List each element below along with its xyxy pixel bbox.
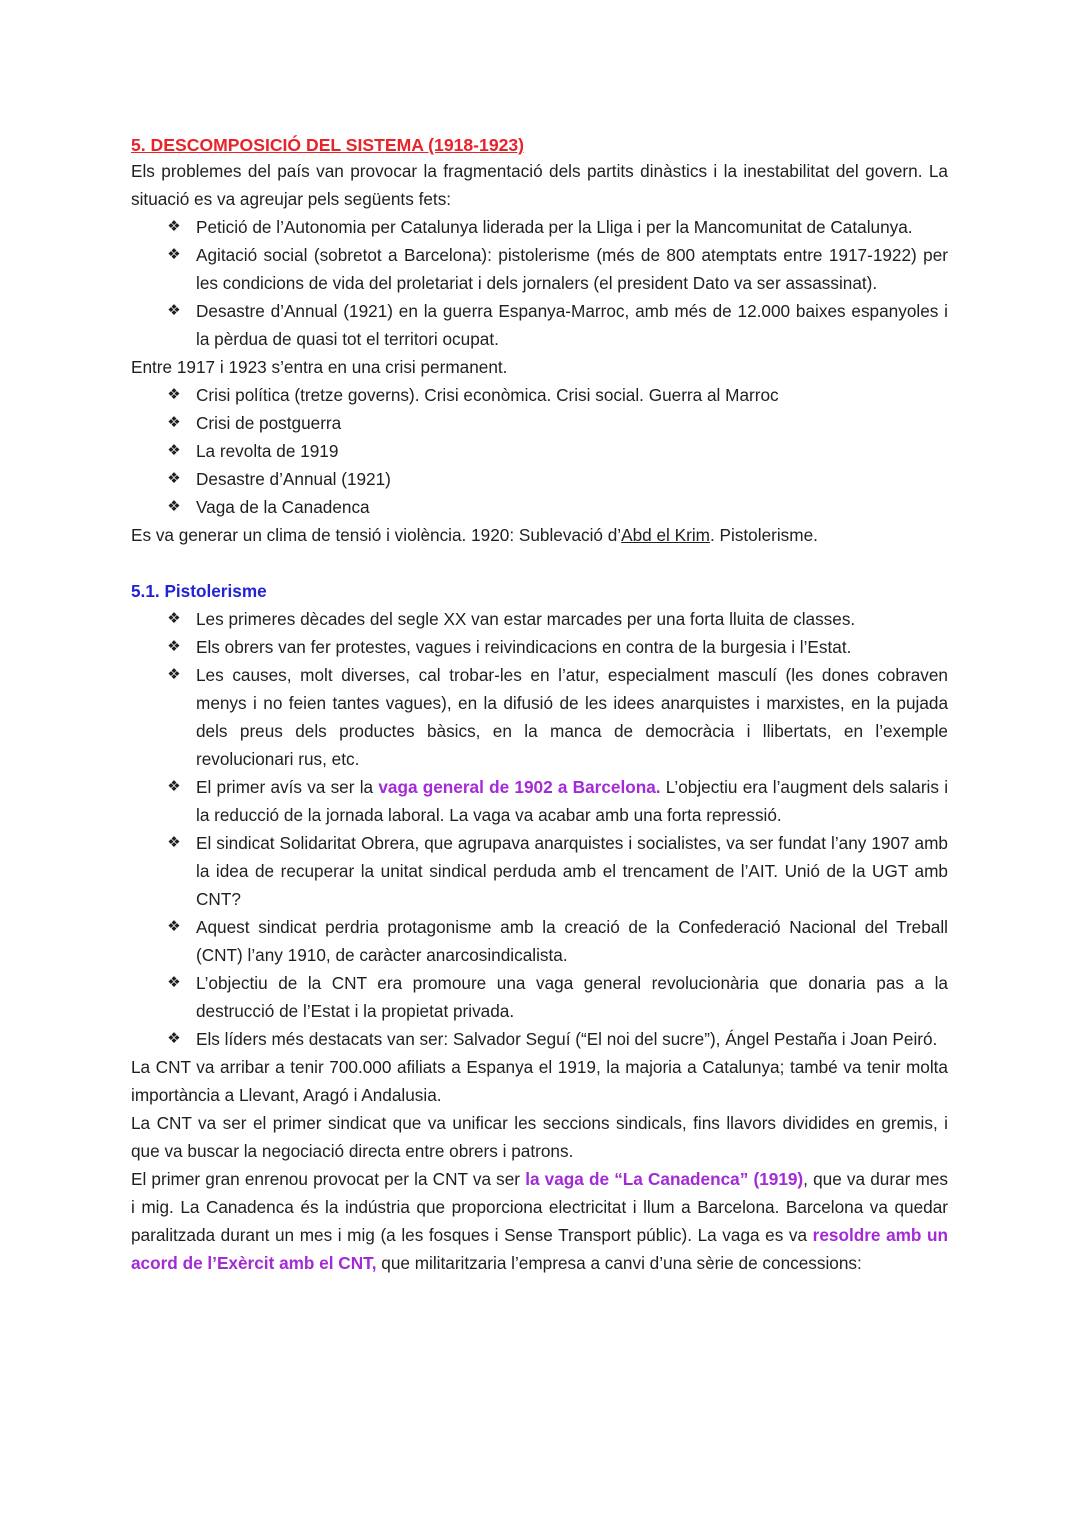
list-item: ❖ Desastre d’Annual (1921) en la guerra Espanya-Marroc, amb més de 12.000 baixes espanyoles i la pèrdua de quasi tot el territori ocupat. bbox=[196, 297, 948, 353]
highlight-text: vaga general de 1902 a Barcelona. bbox=[378, 777, 661, 797]
facts-list bbox=[131, 213, 948, 353]
diamond-bullet-icon: ❖ bbox=[167, 218, 181, 235]
highlight-text: resoldre amb un acord de l’Exèrcit amb el CNT, bbox=[131, 1225, 948, 1273]
crisis-intro: Entre 1917 i 1923 s’entra en una crisi permanent. bbox=[131, 357, 508, 377]
paragraph: El primer gran enrenou provocat per la CNT va ser la vaga de “La Canadenca” (1919), que va durar mes i mig. La Canadenca és la indústria que proporciona electricitat i llum a Barcelona. Barcelona va quedar paralitzada durant un mes i mig (a les fosques i Sense Transport públic). La vaga es va resoldre amb un acord de l’Exèrcit amb el CNT, que militaritzaria l’empresa a canvi d’una sèrie de concessions: bbox=[131, 1169, 948, 1273]
diamond-bullet-icon: ❖ bbox=[167, 302, 181, 319]
list-item: ❖ Vaga de la Canadenca bbox=[196, 493, 948, 521]
list-item: ❖ Els líders més destacats van ser: Salvador Seguí (“El noi del sucre”), Ángel Pestaña i Joan Peiró. bbox=[196, 1025, 948, 1053]
list-item: ❖ El sindicat Solidaritat Obrera, que agrupava anarquistes i socialistes, va ser fundat l’any 1907 amb la idea de recuperar la unitat sindical perduda amb el trencament de l’AIT. Unió de la UGT amb CNT? bbox=[196, 829, 948, 913]
list-item: ❖ Agitació social (sobretot a Barcelona): pistolerisme (més de 800 atemptats entre 1917-1922) per les condicions de vida del proletariat i dels jornalers (el president Dato va ser assassinat). bbox=[196, 241, 948, 297]
section-closing: Es va generar un clima de tensió i violència. 1920: Sublevació d’Abd el Krim. Pistolerisme. bbox=[131, 525, 818, 545]
list-item: ❖ La revolta de 1919 bbox=[196, 437, 948, 465]
list-item: ❖ Les primeres dècades del segle XX van estar marcades per una forta lluita de classes. bbox=[196, 605, 948, 633]
diamond-bullet-icon: ❖ bbox=[167, 638, 181, 655]
diamond-bullet-icon: ❖ bbox=[167, 442, 181, 459]
list-item: ❖ Petició de l’Autonomia per Catalunya liderada per la Lliga i per la Mancomunitat de Catalunya. bbox=[196, 213, 948, 241]
diamond-bullet-icon: ❖ bbox=[167, 498, 181, 515]
list-item: ❖ Crisi de postguerra bbox=[196, 409, 948, 437]
list-item: ❖ Les causes, molt diverses, cal trobar-les en l’atur, especialment masculí (les dones cobraven menys i no feien tantes vagues), en la difusió de les idees anarquistes i marxistes, en la pujada dels preus dels productes bàsics, en la manca de democràcia i llibertats, en l’exemple revolucionari rus, etc. bbox=[196, 661, 948, 773]
diamond-bullet-icon: ❖ bbox=[167, 414, 181, 431]
highlight-text: la vaga de “La Canadenca” (1919) bbox=[525, 1169, 804, 1189]
section-title: 5. DESCOMPOSICIÓ DEL SISTEMA (1918-1923) bbox=[131, 135, 525, 155]
subsection-title: 5.1. Pistolerisme bbox=[131, 581, 267, 601]
diamond-bullet-icon: ❖ bbox=[167, 834, 181, 851]
diamond-bullet-icon: ❖ bbox=[167, 470, 181, 487]
diamond-bullet-icon: ❖ bbox=[167, 666, 181, 683]
list-item: ❖ Els obrers van fer protestes, vagues i reivindicacions en contra de la burgesia i l’Estat. bbox=[196, 633, 948, 661]
paragraph: La CNT va ser el primer sindicat que va unificar les seccions sindicals, fins llavors dividides en gremis, i que va buscar la negociació directa entre obrers i patrons. bbox=[131, 1113, 948, 1161]
pistolerisme-list bbox=[131, 605, 948, 1053]
list-item: ❖ L’objectiu de la CNT era promoure una vaga general revolucionària que donaria pas a la destrucció de l’Estat i la propietat privada. bbox=[196, 969, 948, 1025]
document-page bbox=[131, 133, 948, 1277]
list-item: ❖ Desastre d’Annual (1921) bbox=[196, 465, 948, 493]
crisis-list bbox=[131, 381, 948, 521]
paragraph: La CNT va arribar a tenir 700.000 afiliats a Espanya el 1919, la majoria a Catalunya; també va tenir molta importància a Llevant, Aragó i Andalusia. bbox=[131, 1057, 948, 1105]
list-item: ❖ El primer avís va ser la vaga general de 1902 a Barcelona. L’objectiu era l’augment dels salaris i la reducció de la jornada laboral. La vaga va acabar amb una forta repressió. bbox=[196, 773, 948, 829]
diamond-bullet-icon: ❖ bbox=[167, 610, 181, 627]
list-item: ❖ Aquest sindicat perdria protagonisme amb la creació de la Confederació Nacional del Treball (CNT) l’any 1910, de caràcter anarcosindicalista. bbox=[196, 913, 948, 969]
section-intro: Els problemes del país van provocar la fragmentació dels partits dinàstics i la inestabilitat del govern. La situació es va agreujar pels següents fets: bbox=[131, 161, 948, 209]
list-item: ❖ Crisi política (tretze governs). Crisi econòmica. Crisi social. Guerra al Marroc bbox=[196, 381, 948, 409]
diamond-bullet-icon: ❖ bbox=[167, 1030, 181, 1047]
diamond-bullet-icon: ❖ bbox=[167, 246, 181, 263]
diamond-bullet-icon: ❖ bbox=[167, 974, 181, 991]
diamond-bullet-icon: ❖ bbox=[167, 778, 181, 795]
abd-el-krim-link[interactable]: Abd el Krim bbox=[621, 525, 710, 545]
diamond-bullet-icon: ❖ bbox=[167, 386, 181, 403]
diamond-bullet-icon: ❖ bbox=[167, 918, 181, 935]
